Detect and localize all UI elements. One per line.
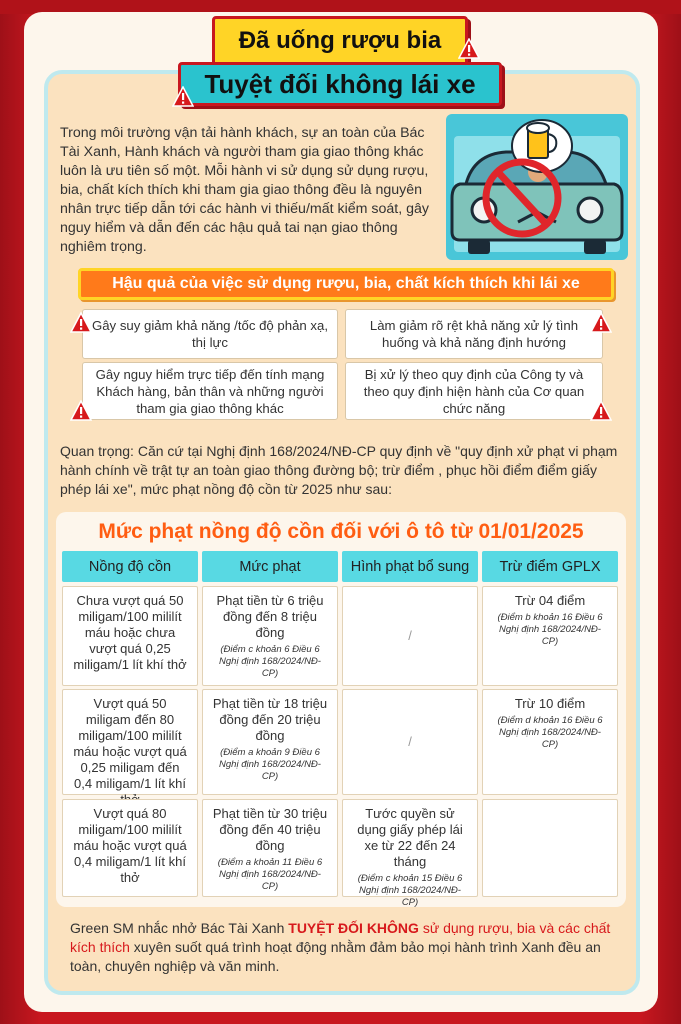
consequence-box: Gây suy giảm khả năng /tốc độ phản xạ, thị lực (82, 309, 338, 359)
warning-icon (70, 400, 92, 422)
consequences-heading: Hậu quả của việc sử dụng rượu, bia, chất kích thích khi lái xe (78, 268, 614, 300)
table-cell: Phạt tiền từ 18 triệu đồng đến 20 triệu đồng (Điểm a khoản 9 Điều 6 Nghị định 168/2024/NĐ-CP) (202, 689, 338, 795)
consequence-box: Bị xử lý theo quy định của Công ty và theo quy định hiện hành của Cơ quan chức năng (345, 362, 603, 420)
table-cell: Chưa vượt quá 50 miligam/100 mililít máu hoặc chưa vượt quá 0,25 miligam/1 lít khí thở (62, 586, 198, 686)
table-cell: / (342, 586, 478, 686)
table-cell: Tước quyền sử dụng giấy phép lái xe từ 22 đến 24 tháng (Điểm c khoản 15 Điều 6 Nghị định 168/2024/NĐ-CP) (342, 799, 478, 897)
consequence-box: Làm giảm rõ rệt khả năng xử lý tình huống và khả năng định hướng (345, 309, 603, 359)
warning-icon (458, 38, 480, 60)
table-title: Mức phạt nồng độ cồn đối với ô tô từ 01/01/2025 (98, 520, 584, 543)
table-header: Trừ điểm GPLX (482, 551, 618, 582)
table-cell: Phạt tiền từ 30 triệu đồng đến 40 triệu đồng (Điểm a khoản 11 Điều 6 Nghị định 168/2024/NĐ-CP) (202, 799, 338, 897)
title-line2: Tuyệt đối không lái xe (178, 62, 502, 106)
table-cell: Vượt quá 50 miligam đến 80 miligam/100 mililít máu hoặc vượt quá 0,25 miligam đến 0,4 miligam/1 lít khí (62, 689, 198, 795)
title-line1: Đã uống rượu bia (212, 16, 468, 66)
important-note: Quan trọng: Căn cứ tại Nghị định 168/2024/NĐ-CP quy định về "quy định xử phạt vi phạm hành chính về trật tự an toàn giao thông đường bộ; trừ điểm , phục hồi điểm điểm giấy phép lái xe", mức phạt nồng độ cồn từ 2025 như sau: (60, 443, 618, 497)
table-header: Hình phạt bổ sung (342, 551, 478, 582)
footer-reminder: Green SM nhắc nhở Bác Tài Xanh TUYỆT ĐỐI KHÔNG sử dụng rượu, bia và các chất kích thích xuyên suốt quá trình hoạt động nhằm đảm bảo mọi hành trình Xanh đều an toàn, chuyên nghiệp và văn minh. (70, 920, 611, 974)
table-cell: Trừ 10 điểm (Điểm d khoản 16 Điều 6 Nghị định 168/2024/NĐ-CP) (482, 689, 618, 795)
table-cell: / (342, 689, 478, 795)
warning-icon (70, 312, 92, 334)
table-cell (482, 799, 618, 897)
table-cell: Trừ 04 điểm (Điểm b khoản 16 Điều 6 Nghị định 168/2024/NĐ-CP) (482, 586, 618, 686)
warning-icon (172, 86, 194, 108)
table-header: Nồng độ cồn (62, 551, 198, 582)
table-cell: Phạt tiền từ 6 triệu đồng đến 8 triệu đồng (Điểm c khoản 6 Điều 6 Nghị định 168/2024/NĐ-CP) (202, 586, 338, 686)
table-cell: Vượt quá 80 miligam/100 mililít máu hoặc vượt quá 0,4 miligam/1 lít khí thở (62, 799, 198, 897)
car-illustration (446, 114, 628, 260)
consequence-box: Gây nguy hiểm trực tiếp đến tính mạng Khách hàng, bản thân và những người tham gia giao thông khác (82, 362, 338, 420)
intro-paragraph: Trong môi trường vận tải hành khách, sự an toàn của Bác Tài Xanh, Hành khách và người tham gia giao thông khác luôn là ưu tiên số một. Mỗi hành vi sử dụng sử dụng rượu, bia, chất kích thích khi tham gia giao thông đều là nguyên nhân trực tiếp dẫn tới các hành vi thiếu/mất kiểm soát, gây nguy hiểm và dẫn đến các hậu quả tai nạn giao thông nghiêm trọng. (60, 125, 429, 255)
warning-icon (590, 400, 612, 422)
warning-icon (590, 312, 612, 334)
table-header: Mức phạt (202, 551, 338, 582)
